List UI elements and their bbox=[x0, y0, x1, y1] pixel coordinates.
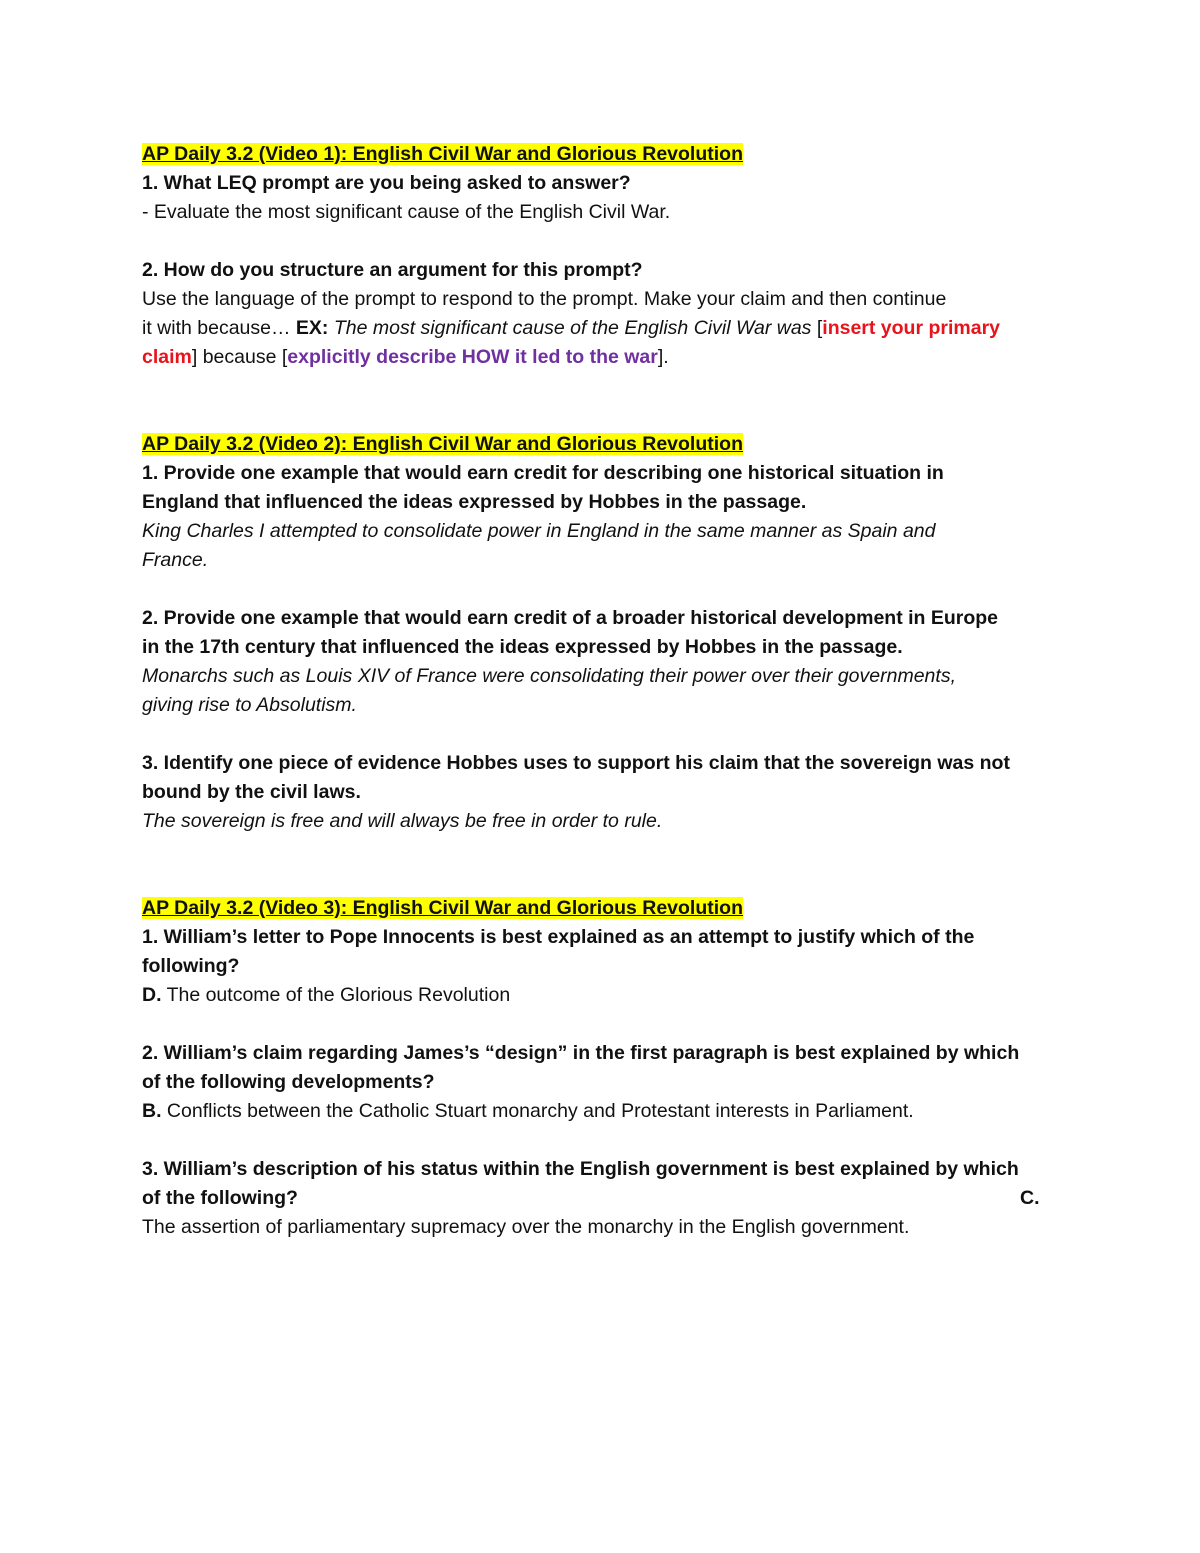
answer-text: The outcome of the Glorious Revolution bbox=[161, 984, 511, 1006]
primary-claim-placeholder-end: claim bbox=[142, 346, 192, 368]
section-heading: AP Daily 3.2 (Video 3): English Civil War and Glorious Revolution bbox=[142, 897, 743, 919]
explanation-placeholder: explicitly describe HOW it led to the war bbox=[287, 346, 658, 368]
answer-1 bbox=[142, 981, 1067, 1010]
section-video-1 bbox=[142, 140, 1067, 430]
answer-1-line-1: King Charles I attempted to consolidate power in England in the same manner as Spain and bbox=[142, 520, 936, 542]
question-2-line-2: in the 17th century that influenced the ideas expressed by Hobbes in the passage. bbox=[142, 636, 903, 658]
answer-letter: B. bbox=[142, 1100, 162, 1122]
question-1-line-1: 1. Provide one example that would earn credit for describing one historical situation in bbox=[142, 462, 944, 484]
question-2: 2. How do you structure an argument for this prompt? bbox=[142, 259, 643, 281]
answer-1-line-2: France. bbox=[142, 549, 209, 571]
question-2-line-1: 2. William’s claim regarding James’s “design” in the first paragraph is best explained by which bbox=[142, 1042, 1020, 1064]
connector-text: ] because [ bbox=[191, 346, 288, 368]
answer-letter: C. bbox=[1020, 1187, 1040, 1209]
answer-text: Conflicts between the Catholic Stuart monarchy and Protestant interests in Parliament. bbox=[161, 1100, 914, 1122]
answer-2 bbox=[142, 1097, 1067, 1126]
answer-1: - Evaluate the most significant cause of the English Civil War. bbox=[142, 201, 671, 223]
answer-2-line-2 bbox=[142, 314, 1067, 343]
section-video-2 bbox=[142, 430, 1067, 894]
answer-2-line-2: giving rise to Absolutism. bbox=[142, 694, 357, 716]
section-heading: AP Daily 3.2 (Video 1): English Civil War and Glorious Revolution bbox=[142, 143, 743, 165]
answer-2-line-1: Use the language of the prompt to respond to the prompt. Make your claim and then continue bbox=[142, 288, 947, 310]
answer-letter: D. bbox=[142, 984, 162, 1006]
bracket: [ bbox=[816, 317, 823, 339]
example-text: The most significant cause of the English Civil War was bbox=[328, 317, 817, 339]
question-1-line-2: England that influenced the ideas expressed by Hobbes in the passage. bbox=[142, 491, 807, 513]
document-page bbox=[142, 140, 1067, 1242]
answer-2-line-3 bbox=[142, 343, 1067, 372]
question-2-line-2: of the following developments? bbox=[142, 1071, 435, 1093]
answer-text: it with because… bbox=[142, 317, 296, 339]
question-3-line-2: bound by the civil laws. bbox=[142, 781, 361, 803]
question-3-line-1: 3. William’s description of his status within the English government is best explained by which bbox=[142, 1158, 1019, 1180]
section-video-3 bbox=[142, 894, 1067, 1242]
bracket-close: ]. bbox=[657, 346, 669, 368]
answer-2-line-1: Monarchs such as Louis XIV of France were consolidating their power over their governments, bbox=[142, 665, 956, 687]
answer-3: The sovereign is free and will always be free in order to rule. bbox=[142, 810, 663, 832]
section-heading: AP Daily 3.2 (Video 2): English Civil War and Glorious Revolution bbox=[142, 433, 743, 455]
example-label: EX: bbox=[295, 317, 329, 339]
question-3-line-1: 3. Identify one piece of evidence Hobbes uses to support his claim that the sovereign was not bbox=[142, 752, 1010, 774]
question-1-line-1: 1. William’s letter to Pope Innocents is best explained as an attempt to justify which of the bbox=[142, 926, 975, 948]
primary-claim-placeholder: insert your primary bbox=[822, 317, 1001, 339]
answer-3: The assertion of parliamentary supremacy over the monarchy in the English government. bbox=[142, 1216, 910, 1238]
question-2-line-1: 2. Provide one example that would earn credit of a broader historical development in Europe bbox=[142, 607, 999, 629]
question-text: of the following? bbox=[142, 1187, 298, 1209]
question-1: 1. What LEQ prompt are you being asked to answer? bbox=[142, 172, 631, 194]
question-3-line-2 bbox=[142, 1184, 1067, 1213]
question-1-line-2: following? bbox=[142, 955, 240, 977]
